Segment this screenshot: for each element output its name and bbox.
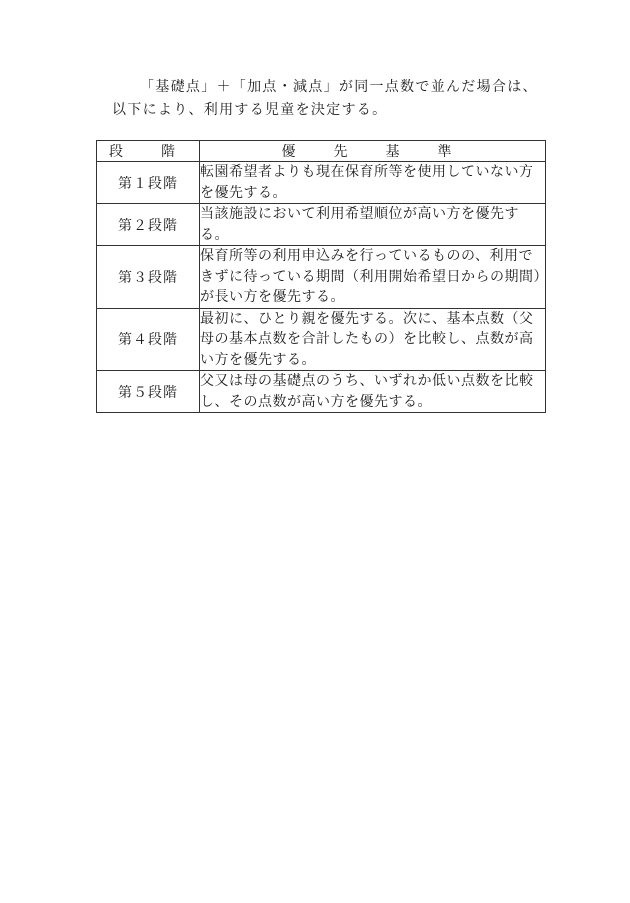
priority-criteria-table — [96, 140, 546, 413]
table-header-row — [97, 141, 546, 162]
header-criteria: 優 先 基 準 — [200, 141, 546, 162]
stage-cell: 第１段階 — [97, 162, 200, 204]
criteria-cell: 最初に、ひとり親を優先する。次に、基本点数（父母の基本点数を合計したもの）を比較し、点数が高い方を優先する。 — [200, 308, 546, 371]
table-row — [97, 162, 546, 204]
stage-cell: 第５段階 — [97, 371, 200, 413]
intro-paragraph: 「基礎点」＋「加点・減点」が同一点数で並んだ場合は、以下により、利用する児童を決定する。 — [112, 79, 538, 118]
criteria-cell: 転園希望者よりも現在保育所等を使用していない方を優先する。 — [200, 162, 546, 204]
table-row — [97, 246, 546, 309]
table-row — [97, 204, 546, 246]
table-row — [97, 308, 546, 371]
criteria-cell: 父又は母の基礎点のうち、いずれか低い点数を比較し、その点数が高い方を優先する。 — [200, 371, 546, 413]
stage-cell: 第２段階 — [97, 204, 200, 246]
header-stage: 段 階 — [97, 141, 200, 162]
criteria-cell: 保育所等の利用申込みを行っているものの、利用できずに待っている期間（利用開始希望日からの期間）が長い方を優先する。 — [200, 246, 546, 309]
table-row — [97, 371, 546, 413]
stage-cell: 第４段階 — [97, 308, 200, 371]
criteria-cell: 当該施設において利用希望順位が高い方を優先する。 — [200, 204, 546, 246]
stage-cell: 第３段階 — [97, 246, 200, 309]
